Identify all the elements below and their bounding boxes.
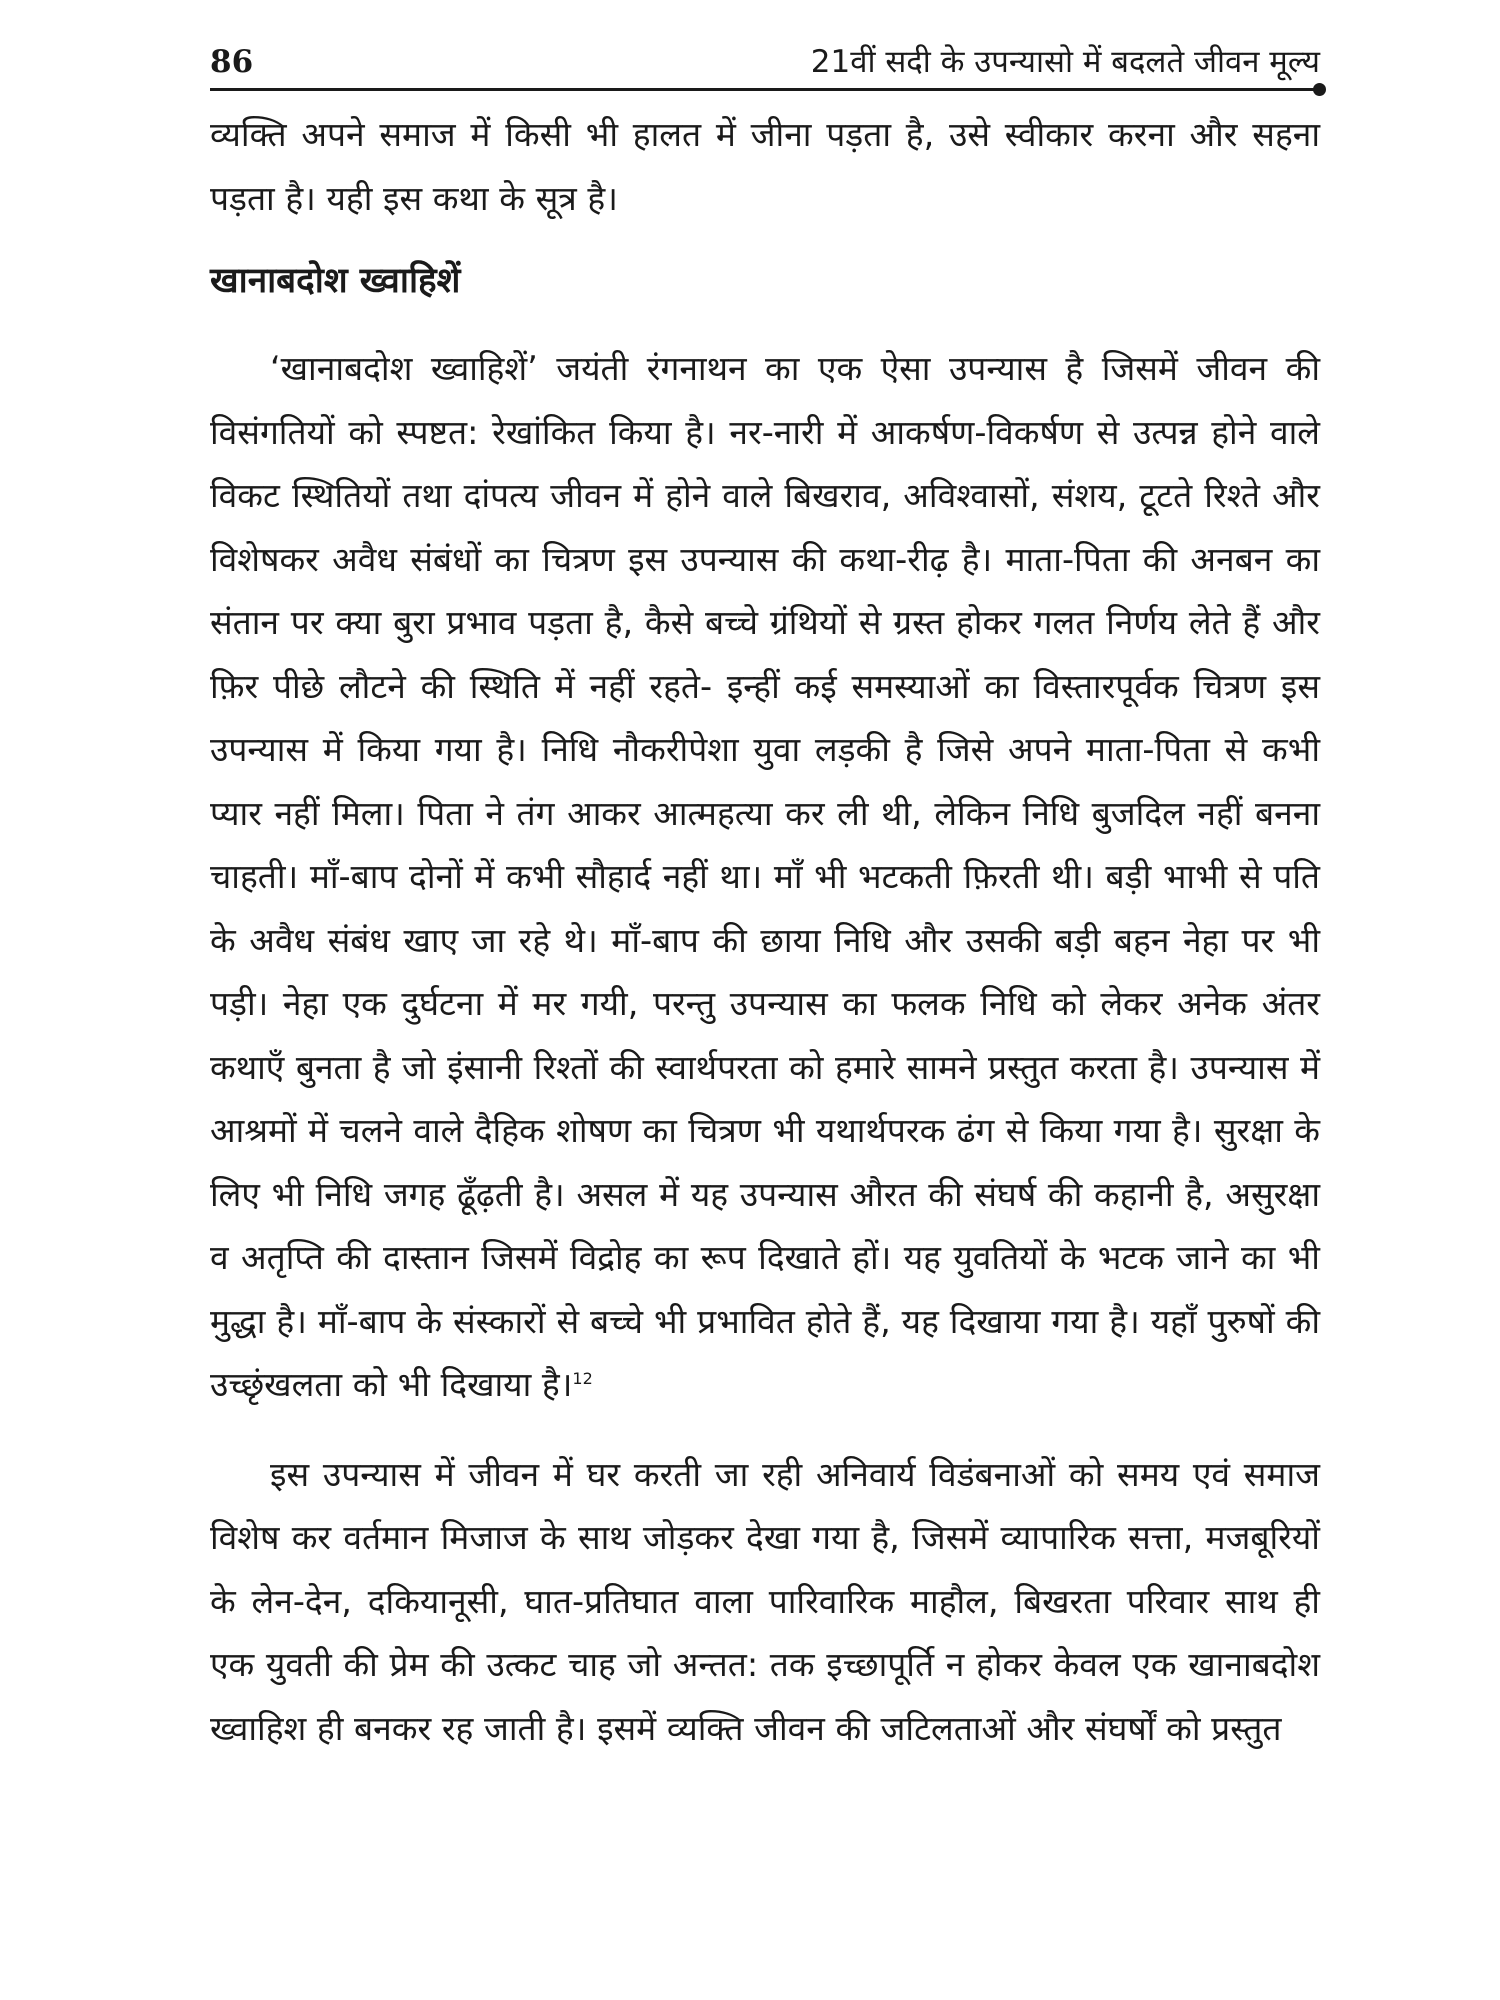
header-rule-dot — [1313, 83, 1326, 96]
section-heading: खानाबदोश ख्वाहिशें — [210, 261, 461, 301]
page-number: 86 — [210, 44, 254, 80]
body-paragraph-2: इस उपन्यास में जीवन में घर करती जा रही अनिवार्य विडंबनाओं को समय एवं समाज विशेष कर वर्तमान मिजाज के साथ जोड़कर देखा गया है, जिसमें व्यापारिक सत्ता, मजबूरियों के लेन-देन, दकियानूसी, घात-प्रतिघात वाला पारिवारिक माहौल, बिखरता परिवार साथ ही एक युवती की प्रेम की उत्कट चाह जो अन्तत: तक इच्छापूर्ति न होकर केवल एक खानाबदोश ख्वाहिश ही बनकर रह जाती है। इसमें व्यक्ति जीवन की जटिलताओं और संघर्षों को प्रस्तुत — [210, 1454, 1320, 1748]
continued-paragraph: व्यक्ति अपने समाज में किसी भी हालत में जीना पड़ता है, उसे स्वीकार करना और सहना पड़ता है। यही इस कथा के सूत्र है। — [210, 115, 1320, 218]
footnote-reference: 12 — [572, 1368, 593, 1388]
body-paragraph-1-text: ‘खानाबदोश ख्वाहिशें’ जयंती रंगनाथन का एक ऐसा उपन्यास है जिसमें जीवन की विसंगतियों को स्पष्टत: रेखांकित किया है। नर-नारी में आकर्षण-विकर्षण से उत्पन्न होने वाले विकट स्थितियों तथा दांपत्य जीवन में होने वाले बिखराव, अविश्वासों, संशय, टूटते रिश्ते और विशेषकर अवैध संबंधों का चित्रण इस उपन्यास की कथा-रीढ़ है। माता-पिता की अनबन का संतान पर क्या बुरा प्रभाव पड़ता है, कैसे बच्चे ग्रंथियों से ग्रस्त होकर गलत निर्णय लेते हैं और फ़िर पीछे लौटने की स्थिति में नहीं रहते- इन्हीं कई समस्याओं का विस्तारपूर्वक चित्रण इस उपन्यास में किया गया है। निधि नौकरीपेशा युवा लड़की है जिसे अपने माता-पिता से कभी प्यार नहीं मिला। पिता ने तंग आकर आत्महत्या कर ली थी, लेकिन निधि बुजदिल नहीं बनना चाहती। माँ-बाप दोनों में कभी सौहार्द नहीं था। माँ भी भटकती फ़िरती थी। बड़ी भाभी से पति के अवैध संबंध खाए जा रहे थे। माँ-बाप की छाया निधि और उसकी बड़ी बहन नेहा पर भी पड़ी। नेहा एक दुर्घटना में मर गयी, परन्तु उपन्यास का फलक निधि को लेकर अनेक अंतर कथाएँ बुनता है जो इंसानी रिश्तों की स्वार्थपरता को हमारे सामने प्रस्तुत करता है। उपन्यास में आश्रमों में चलने वाले दैहिक शोषण का चित्रण भी यथार्थपरक ढंग से किया गया है। सुरक्षा के लिए भी निधि जगह ढूँढ़ती है। असल में यह उपन्यास औरत की संघर्ष की कहानी है, असुरक्षा व अतृप्ति की दास्तान जिसमें विद्रोह का रूप दिखाते हों। यह युवतियों के भटक जाने का भी मुद्धा है। माँ-बाप के संस्कारों से बच्चे भी प्रभावित होते हैं, यह दिखाया गया है। यहाँ पुरुषों की उच्छृंखलता को भी दिखाया है। — [210, 349, 1320, 1404]
running-head — [210, 30, 1320, 84]
book-title: 21वीं सदी के उपन्यासो में बदलते जीवन मूल्य — [810, 44, 1320, 80]
book-page — [210, 30, 1320, 1760]
body-paragraph-1 — [210, 337, 1320, 1417]
header-rule — [210, 88, 1320, 91]
